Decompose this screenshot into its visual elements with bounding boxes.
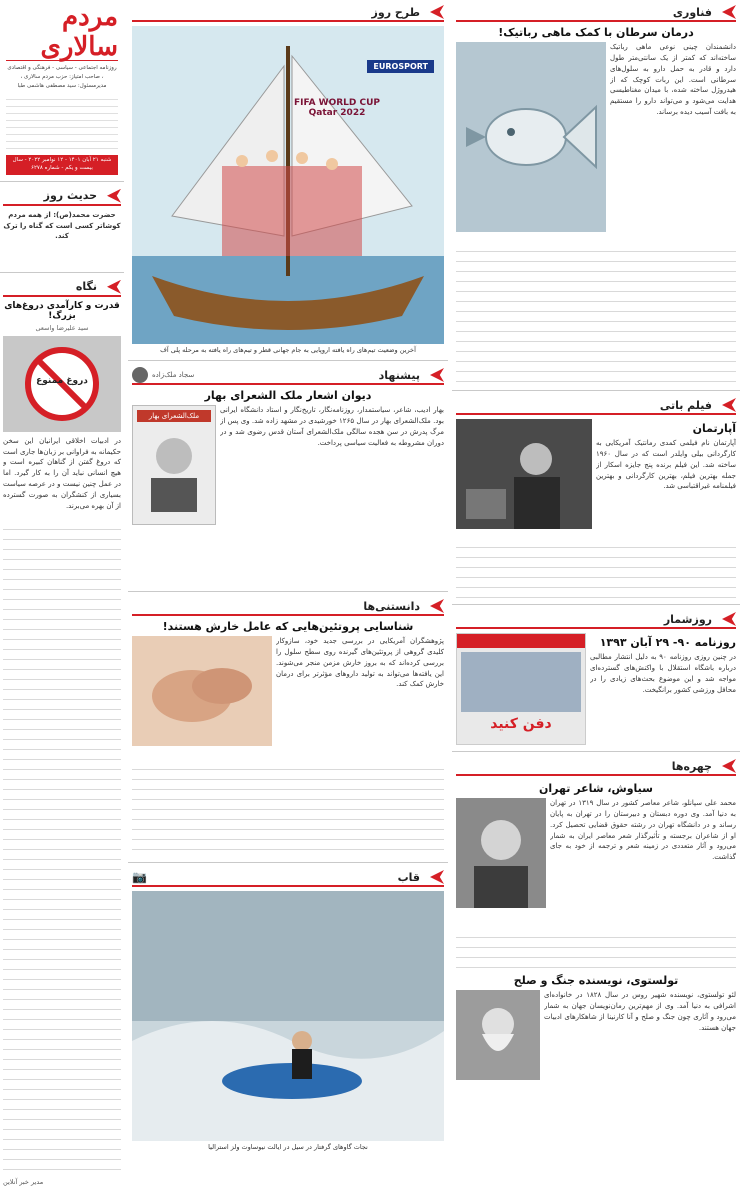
masthead [0, 0, 124, 175]
right-column [452, 0, 740, 1198]
divider [128, 360, 448, 361]
hadith-section [0, 188, 124, 266]
cover-image [461, 652, 581, 712]
article-headline: درمان سرطان با کمک ماهی رباتیک! [498, 26, 694, 39]
divider [452, 751, 740, 752]
left-column [0, 0, 124, 1198]
section-arrow-icon [722, 612, 736, 626]
hands-icon [132, 636, 272, 746]
section-arrow-icon [107, 280, 121, 294]
section-arrow-icon [722, 5, 736, 19]
no-lie-sign-photo [3, 336, 121, 432]
newspaper-cover-photo [456, 633, 586, 745]
sign-text: دروغ ممنوع [36, 375, 88, 386]
section-title: نگاه [75, 280, 97, 294]
article-headline: آپارتمان [692, 422, 736, 435]
cover-header [457, 634, 585, 648]
article-body: بهار ادیب، شاعر، سیاستمدار، روزنامه‌نگار، تاریخ‌نگار و استاد دانشگاه ایرانی بود. ملک‌الشعرای بهار در سال ۱۲۶۵ خورشیدی در مشهد زاده شد. وی پس از مرگ پدرش در سن هجده سالگی ملک‌الشعرای آستان قدس رضوی شد و در دوران مشروطه به فعالیت سیاسی پرداخت. [220, 406, 444, 447]
robot-fish-icon [456, 42, 606, 232]
author-name: سجاد ملک‌زاده [152, 371, 195, 379]
section-header [132, 598, 444, 616]
people-section [452, 758, 740, 1082]
masthead-info: روزنامه اجتماعی - سیاسی - فرهنگی و اقتصادی ، صاحب امتیاز: حزب مردم سالاری ، مدیرمسئول: سید مصطفی هاشمی طبا [6, 60, 118, 90]
fifa-banner: FIFA WORLD CUP Qatar 2022 [293, 98, 381, 118]
article-body: در ادبیات اخلاقی ایرانیان این سخن حکیمانه به فراوانی بر زبان‌ها جاری است که دروغ گفتن از گناهان کبیره است و هیچ انسانی نباید آن را به کار گیرد. اما در عمل چنین نیست و در عرصه سیاست بسیاری از کنشگران به صورت گسترده از آن بهره می‌برند. [3, 436, 121, 510]
article-headline: دیوان اشعار ملک الشعرای بهار [204, 389, 372, 402]
divider [452, 604, 740, 605]
boat-cartoon-icon [132, 26, 444, 344]
book-title: ملک‌الشعرای بهار [137, 410, 211, 422]
robot-fish-photo [456, 42, 606, 232]
section-title: طرح روز [371, 5, 420, 19]
section-header [132, 4, 444, 22]
article-body: دانشمندان چینی نوعی ماهی رباتیک ساخته‌اند که کمتر از یک سانتی‌متر طول دارد و قادر به حمل دارو به سلول‌های سرطانی است. این ربات کوچک که از هیدروژل ساخته شده، با میدان مغناطیسی هدایت می‌شود و می‌تواند دارو را مستقیم به بافت آسیب دیده برساند. [610, 43, 736, 117]
book-portrait-icon [137, 422, 211, 512]
film-still-photo [456, 419, 592, 529]
flood-photo [132, 891, 444, 1141]
middle-column [128, 0, 448, 1198]
portrait-icon [456, 798, 546, 908]
section-header [456, 397, 736, 415]
cartoon-caption: آخرین وضعیت تیم‌های راه یافته اروپایی به جام جهانی قطر و تیم‌های راه یافته به مرحله پلی آف [160, 346, 416, 354]
film-section [452, 397, 740, 598]
section-title: فیلم باتی [659, 398, 712, 412]
flood-scene-icon [132, 891, 444, 1141]
article-body: آپارتمان نام فیلمی کمدی رمانتیک آمریکایی به کارگردانی بیلی وایلدر است که در سال ۱۹۶۰ ساخته شد. این فیلم برنده پنج جایزه اسکار از جمله بهترین فیلم، بهترین کارگردانی و بهترین فیلمنامه غیراقتباسی شد. [596, 439, 736, 491]
science-body-lines [132, 760, 444, 856]
section-title: فناوری [672, 5, 712, 19]
suggestion-section [128, 367, 448, 585]
cartoon-section [128, 0, 448, 354]
section-header [3, 188, 121, 206]
section-title: چهره‌ها [671, 759, 712, 773]
section-arrow-icon [107, 189, 121, 203]
issue-date: شنبه ۲۱ آبان ۱۴۰۱ - ۱۲ نوامبر ۲۰۲۲ - سال بیست و یکم - شماره ۶۲۷۸ [6, 155, 118, 174]
film-still-icon [456, 419, 592, 529]
author-avatar [132, 367, 148, 383]
section-title: پیشنهاد [378, 368, 420, 382]
hadith-text: حضرت محمد(ص): از همه مردم کوشاتر کسی است که گناه را ترک کند. [3, 210, 121, 241]
article-headline: روزنامه ۹۰- ۲۹ آبان ۱۳۹۳ [599, 636, 736, 649]
flood-caption: نجات گاوهای گرفتار در سیل در ایالت نیوساوت ولز استرالیا [208, 1143, 368, 1151]
science-section [128, 598, 448, 856]
article-author: سید علیرضا واسعی [35, 323, 89, 332]
section-title: قاب [397, 870, 420, 884]
section-title: حدیث روز [43, 189, 97, 203]
article-body: محمد علی سپانلو، شاعر معاصر کشور در سال ۱۳۱۹ در تهران به دنیا آمد. وی دوره دبستان و دبیرستان را در تهران به پایان رساند و در دانشگاه تهران در رشته حقوق قضایی تحصیل کرد. او از شاعران برجسته و تأثیرگذار شعر معاصر ایران به شمار می‌رود و آثار متعددی در زمینه شعر و ترجمه از خود به جای گذاشت. [550, 799, 736, 862]
article-body-continued [456, 242, 736, 384]
section-title: دانستنی‌ها [363, 599, 420, 613]
tolstoy-portrait-icon [456, 990, 540, 1080]
article-body: در چنین روزی روزنامه ۹۰ به دلیل انتشار مطالبی درباره باشگاه استقلال با واکنش‌های گسترده‌ای مواجه شد و این موضوع بحث‌های زیادی را در محافل ورزشی کشور برانگیخت. [590, 653, 736, 694]
divider [0, 272, 124, 273]
article-body: پژوهشگران آمریکایی در بررسی جدید خود، سازوکار کلیدی گروهی از پروتئین‌های گیرنده روی سطح سلول را بررسی کرده‌اند که به بروز خارش مزمن منجر می‌شوند. این یافته‌ها می‌تواند به تولید داروهای مؤثرتر برای درمان خارش کمک کند. [276, 637, 444, 689]
newspaper-logo [6, 4, 118, 60]
eurosport-logo: EUROSPORT [367, 60, 434, 73]
film-body-lines [456, 538, 736, 598]
opinion-section [0, 279, 124, 1186]
section-title: روزشمار [663, 612, 712, 626]
archive-section [452, 611, 740, 745]
cartoon-image [132, 26, 444, 344]
section-arrow-icon [430, 599, 444, 613]
section-arrow-icon [430, 5, 444, 19]
itching-hands-photo [132, 636, 272, 746]
section-header [3, 279, 121, 297]
divider [0, 181, 124, 182]
frame-section [128, 869, 448, 1151]
section-arrow-icon [430, 870, 444, 884]
logo-text: مردم سالاری [40, 2, 118, 62]
divider [128, 862, 448, 863]
portrait-photo [456, 798, 546, 908]
section-header [456, 4, 736, 22]
section-arrow-icon [430, 368, 444, 382]
article-headline-2: تولستوی، نویسنده جنگ و صلح [513, 974, 679, 987]
article-body-2: لئو تولستوی، نویسنده شهیر روس در سال ۱۸۲۸ در خانواده‌ای اشرافی به دنیا آمد. وی از مهم‌ترین رمان‌نویسان جهان به شمار می‌رود و آثاری چون جنگ و صلح و آنا کارنینا از شاهکارهای ادبیات جهان هستند. [544, 991, 736, 1032]
divider [128, 591, 448, 592]
people-body-lines [456, 928, 736, 968]
article-headline: سیاوش، شاعر تهران [539, 782, 653, 795]
section-header [456, 758, 736, 776]
book-cover [132, 405, 216, 525]
article-headline: قدرت و کارآمدی دروغ‌های بزرگ! [4, 300, 120, 321]
technology-section [452, 0, 740, 384]
section-arrow-icon [722, 759, 736, 773]
section-header [456, 611, 736, 629]
divider [452, 390, 740, 391]
article-headline: شناسایی پروتئین‌هایی که عامل خارش هستند! [162, 620, 414, 633]
tolstoy-photo [456, 990, 540, 1080]
opinion-body-lines [3, 520, 121, 1176]
cover-title: دفن کنید [490, 716, 552, 732]
masthead-info-lines [6, 93, 118, 151]
section-header [132, 869, 444, 887]
article-signature: مدیر خبر آنلاین [3, 1177, 44, 1186]
section-header [132, 367, 444, 385]
section-arrow-icon [722, 398, 736, 412]
camera-icon: 📷 [132, 870, 147, 884]
